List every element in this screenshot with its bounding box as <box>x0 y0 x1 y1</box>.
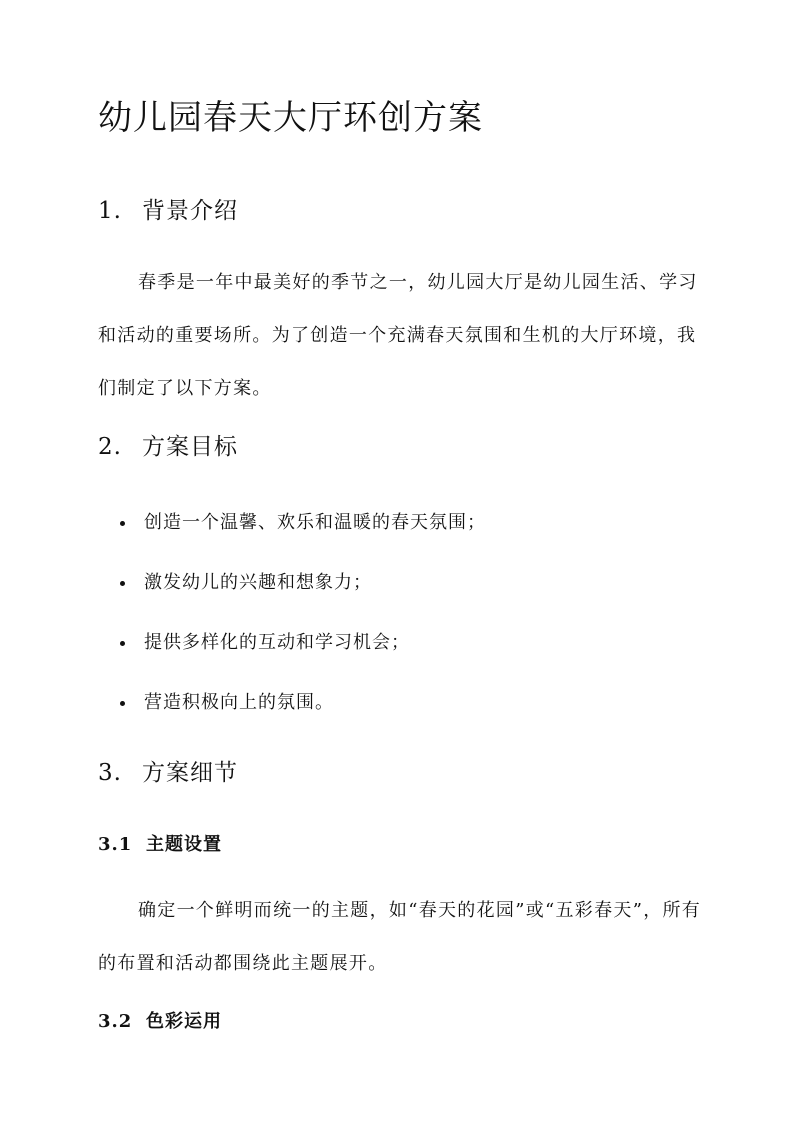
theme-paragraph: 确定一个鲜明而统一的主题，如“春天的花园”或“五彩春天”，所有的布置和活动都围绕此主题展开。 <box>98 900 702 974</box>
goals-list <box>98 506 702 746</box>
list-item-text: 激发幼儿的兴趣和想象力； <box>144 572 372 593</box>
section-number: 3. <box>98 760 122 786</box>
subsection-number: 3.1 <box>98 834 133 855</box>
list-item <box>98 566 702 626</box>
subsection-heading-color <box>98 1009 222 1035</box>
subsection-heading-theme <box>98 832 222 858</box>
bullet-dot-icon <box>120 521 125 526</box>
section-heading-text: 方案目标 <box>142 434 238 460</box>
list-item-text: 创造一个温馨、欢乐和温暖的春天氛围； <box>144 512 486 533</box>
document-title: 幼儿园春天大厅环创方案 <box>98 98 483 138</box>
section-heading-background <box>98 195 238 227</box>
list-item-text: 提供多样化的互动和学习机会； <box>144 632 410 653</box>
list-item <box>98 626 702 686</box>
section-heading-details <box>98 757 238 789</box>
subsection-number: 3.2 <box>98 1011 133 1032</box>
section-heading-goals <box>98 431 238 463</box>
subsection-heading-text: 色彩运用 <box>146 1011 222 1032</box>
section-heading-text: 背景介绍 <box>142 198 238 224</box>
subsection-heading-text: 主题设置 <box>146 834 222 855</box>
section-number: 2. <box>98 434 122 460</box>
bullet-dot-icon <box>120 641 125 646</box>
list-item <box>98 686 702 746</box>
list-item <box>98 506 702 566</box>
bullet-dot-icon <box>120 701 125 706</box>
background-paragraph: 春季是一年中最美好的季节之一，幼儿园大厅是幼儿园生活、学习和活动的重要场所。为了创造一个充满春天氛围和生机的大厅环境，我们制定了以下方案。 <box>98 272 698 399</box>
bullet-dot-icon <box>120 581 125 586</box>
list-item-text: 营造积极向上的氛围。 <box>144 692 334 713</box>
section-heading-text: 方案细节 <box>142 760 238 786</box>
section-number: 1. <box>98 198 122 224</box>
